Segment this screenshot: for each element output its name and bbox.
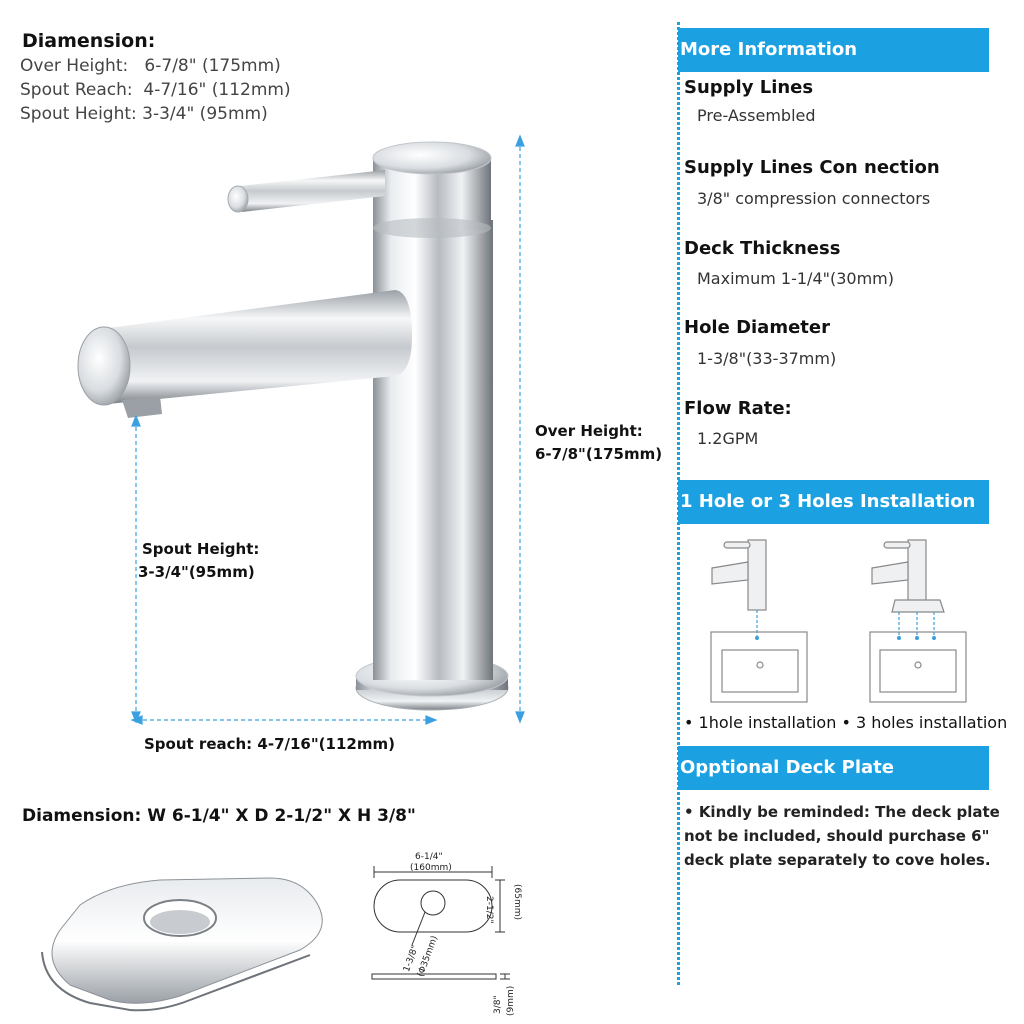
bullet-icon: • [836,713,856,732]
deck-depth-label: 2-1/2" [484,896,494,924]
one-hole-caption: 1hole installation [698,713,837,732]
over-height-label: Over Height: [535,422,643,440]
dimension-heading: Diamension: [22,30,156,52]
deck-plate-dimension-title: Diamension: W 6-1/4" X D 2-1/2" X H 3/8" [22,806,416,826]
flow-rate-value: 1.2GPM [697,429,759,448]
supply-lines-title: Supply Lines [684,77,814,98]
deck-depth-mm: (65mm) [512,884,522,921]
hole-diameter-value: 1-3/8"(33-37mm) [697,349,837,368]
hole-diameter-title: Hole Diameter [684,317,830,338]
spout-height-label: Spout Height: [142,540,260,558]
flow-rate-title: Flow Rate: [684,398,792,419]
spout-reach-label: Spout reach: 4-7/16"(112mm) [144,735,395,753]
deck-hole-mm: (Φ35mm) [416,934,441,979]
supply-lines-value: Pre-Assembled [697,106,816,125]
supply-connection-value: 3/8" compression connectors [697,189,931,208]
deck-width-mm: (160mm) [410,863,452,873]
deck-thickness-value: Maximum 1-1/4"(30mm) [697,269,894,288]
deck-plate-note-text: Kindly be reminded: The deck plate not be included, should purchase 6" deck plate separately to cove holes. [684,803,1000,869]
more-info-banner: More Information [678,28,989,72]
deck-plate-banner: Opptional Deck Plate [678,746,989,790]
install-caption-row [684,713,1007,732]
spout-height-value: 3-3/4"(95mm) [138,563,255,581]
three-holes-caption: 3 holes installation [855,713,1008,732]
supply-connection-title: Supply Lines Con nection [684,157,940,178]
deck-plate-note [684,800,1004,872]
spout-reach-line: Spout Reach: 4-7/16" (112mm) [20,80,291,100]
deck-height-mm: (9mm) [506,985,516,1016]
bullet-icon: • [684,803,699,821]
over-height-line: Over Height: 6-7/8" (175mm) [20,56,281,76]
over-height-value: 6-7/8"(175mm) [535,445,663,463]
deck-hole-label: 1-3/8" [402,944,421,974]
spout-height-line: Spout Height: 3-3/4" (95mm) [20,104,268,124]
install-banner: 1 Hole or 3 Holes Installation [678,480,989,524]
bullet-icon: • [684,713,699,732]
deck-width-label: 6-1/4" [415,852,443,862]
deck-height-label: 3/8" [493,995,503,1014]
deck-thickness-title: Deck Thickness [684,238,841,259]
